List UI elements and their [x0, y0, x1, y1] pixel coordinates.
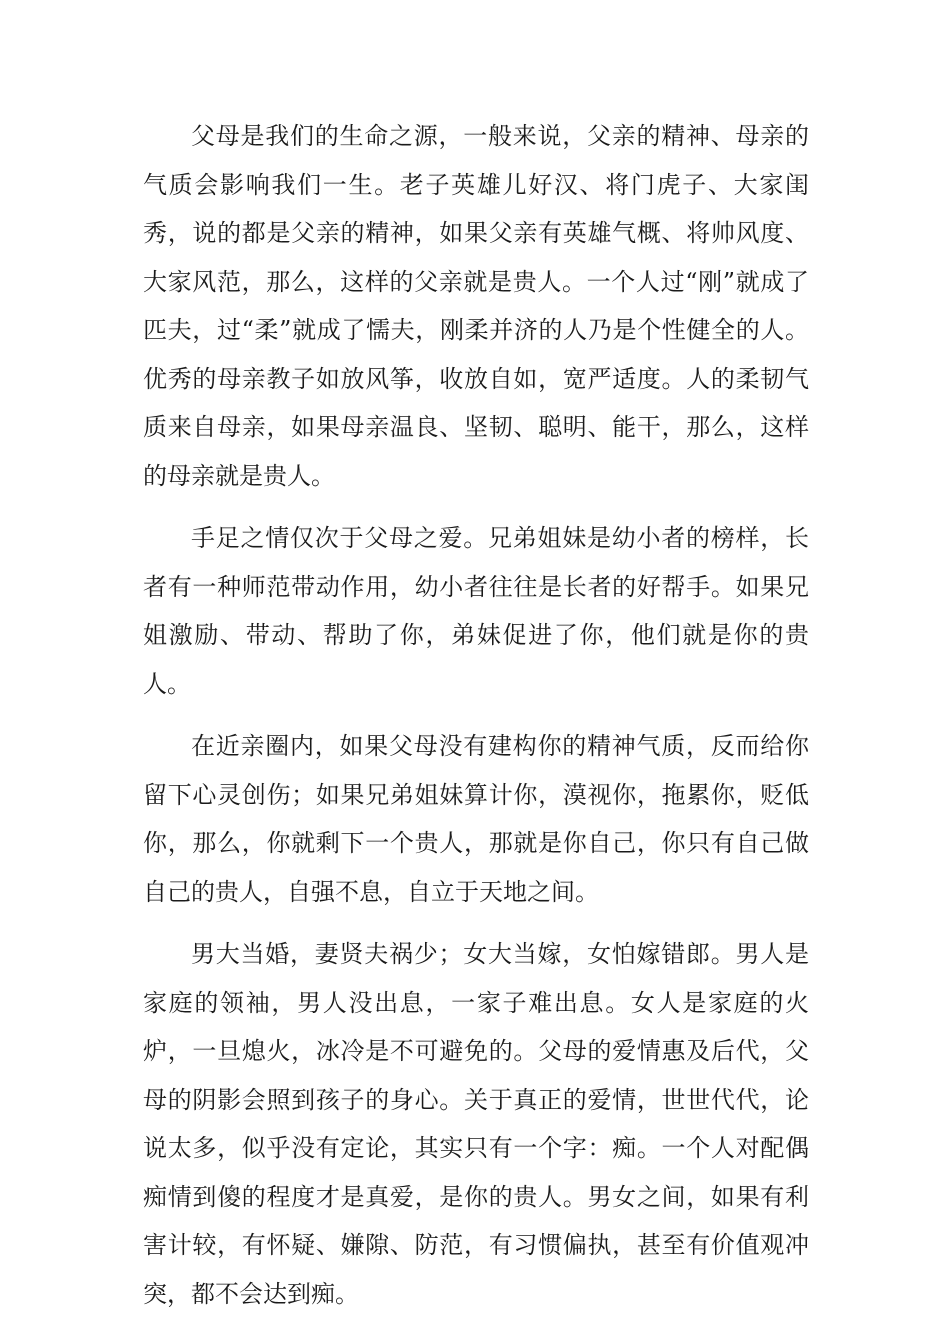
paragraph-parents: 父母是我们的生命之源，一般来说，父亲的精神、母亲的气质会影响我们一生。老子英雄儿好汉、将门虎子、大家闺秀，说的都是父亲的精神，如果父亲有英雄气概、将帅风度、大家风范，那么，这样的父亲就是贵人。一个人过“刚”就成了匹夫，过“柔”就成了懦夫，刚柔并济的人乃是个性健全的人。优秀的母亲教子如放风筝，收放自如，宽严适度。人的柔韧气质来自母亲，如果母亲温良、坚韧、聪明、能干，那么，这样的母亲就是贵人。 [143, 122, 809, 490]
paragraph-marriage: 男大当婚，妻贤夫祸少；女大当嫁，女怕嫁错郎。男人是家庭的领袖，男人没出息，一家子难出息。女人是家庭的火炉，一旦熄火，冰冷是不可避免的。父母的爱情惠及后代，父母的阴影会照到孩子的身心。关于真正的爱情，世世代代，论说太多，似乎没有定论，其实只有一个字：痴。一个人对配偶痴情到傻的程度才是真爱，是你的贵人。男女之间，如果有利害计较，有怀疑、嫌隙、防范，有习惯偏执，甚至有价值观冲突，都不会达到痴。 [143, 940, 809, 1308]
paragraph-siblings: 手足之情仅次于父母之爱。兄弟姐妹是幼小者的榜样，长者有一种师范带动作用，幼小者往往是长者的好帮手。如果兄姐激励、带动、帮助了你，弟妹促进了你，他们就是你的贵人。 [143, 524, 809, 698]
document-body [143, 112, 809, 1332]
paragraph-self: 在近亲圈内，如果父母没有建构你的精神气质，反而给你留下心灵创伤；如果兄弟姐妹算计你，漠视你，拖累你，贬低你，那么，你就剩下一个贵人，那就是你自己，你只有自己做自己的贵人，自强不息，自立于天地之间。 [143, 732, 809, 906]
